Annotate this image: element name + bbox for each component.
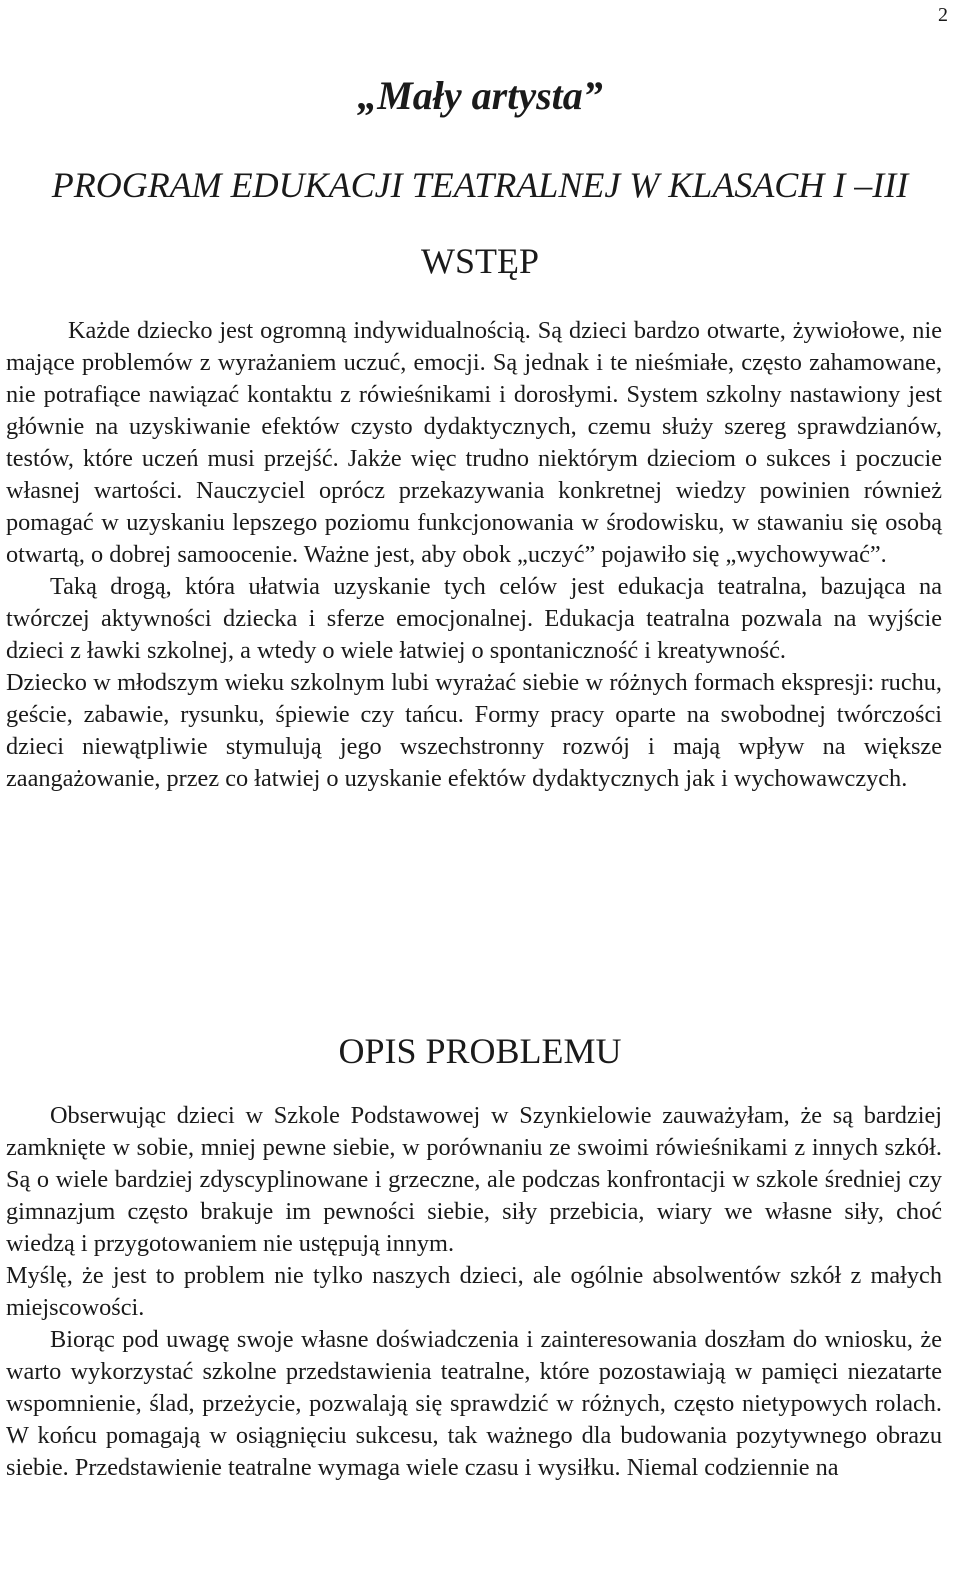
- page-number: 2: [938, 4, 948, 26]
- paragraph: Myślę, że jest to problem nie tylko naszych dzieci, ale ogólnie absolwentów szkół z małych miejscowości.: [6, 1262, 942, 1321]
- section-body-problem: [6, 1100, 942, 1484]
- paragraph: Obserwując dzieci w Szkole Podstawowej w Szynkielowie zauważyłam, że są bardziej zamknięte w sobie, mniej pewne siebie, w porównaniu ze swoimi rówieśnikami z innych szkół. Są o wiele bardziej zdyscyplinowane i grzeczne, ale podczas konfrontacji w szkole średniej czy gimnazjum często brakuje im pewności siebie, siły przebicia, wiary we własne siły, choć wiedzą i przygotowaniem nie ustępują innym.: [6, 1102, 942, 1257]
- paragraph: Biorąc pod uwagę swoje własne doświadczenia i zainteresowania doszłam do wniosku, że warto wykorzystać szkolne przedstawienia teatralne, które pozostawiają w pamięci niezatarte wspomnienie, ślad, przeżycie, pozwalają się sprawdzić w różnych, często nietypowych rolach. W końcu pomagają w osiągnięciu sukcesu, tak ważnego dla budowania pozytywnego obrazu siebie. Przedstawienie teatralne wymaga wiele czasu i wysiłku. Niemal codziennie na: [6, 1326, 942, 1481]
- section-heading-problem: OPIS PROBLEMU: [338, 1031, 622, 1071]
- section-heading-intro: WSTĘP: [420, 241, 539, 281]
- paragraph: Dziecko w młodszym wieku szkolnym lubi wyrażać siebie w różnych formach ekspresji: ruchu, geście, zabawie, rysunku, śpiewie czy tańcu. Formy pracy oparte na swobodnej twórczości dzieci niewątpliwie stymulują jego wszechstronny rozwój i mają wpływ na większe zaangażowanie, przez co łatwiej o uzyskanie efektów dydaktycznych jak i wychowawczych.: [6, 669, 942, 792]
- section-body-intro: [6, 315, 942, 795]
- document-subtitle: PROGRAM EDUKACJI TEATRALNEJ W KLASACH I –III: [51, 165, 909, 205]
- document-title: „Mały artysta”: [357, 73, 603, 118]
- paragraph: Każde dziecko jest ogromną indywidualnością. Są dzieci bardzo otwarte, żywiołowe, nie mające problemów z wyrażaniem uczuć, emocji. Są jednak i te nieśmiałe, często zahamowane, nie potrafiące nawiązać kontaktu z rówieśnikami i dorosłymi. System szkolny nastawiony jest głównie na uzyskiwanie efektów czysto dydaktycznych, czemu służy szereg sprawdzianów, testów, które uczeń musi przejść. Jakże więc trudno niektórym dzieciom o sukces i poczucie własnej wartości. Nauczyciel oprócz przekazywania konkretnej wiedzy powinien również pomagać w uzyskaniu lepszego poziomu funkcjonowania w środowisku, w stawaniu się osobą otwartą, o dobrej samoocenie. Ważne jest, aby obok „uczyć” pojawiło się „wychowywać”.: [6, 317, 942, 568]
- paragraph: Taką drogą, która ułatwia uzyskanie tych celów jest edukacja teatralna, bazująca na twórczej aktywności dziecka i sferze emocjonalnej. Edukacja teatralna pozwala na wyjście dzieci z ławki szkolnej, a wtedy o wiele łatwiej o spontaniczność i kreatywność.: [6, 573, 942, 664]
